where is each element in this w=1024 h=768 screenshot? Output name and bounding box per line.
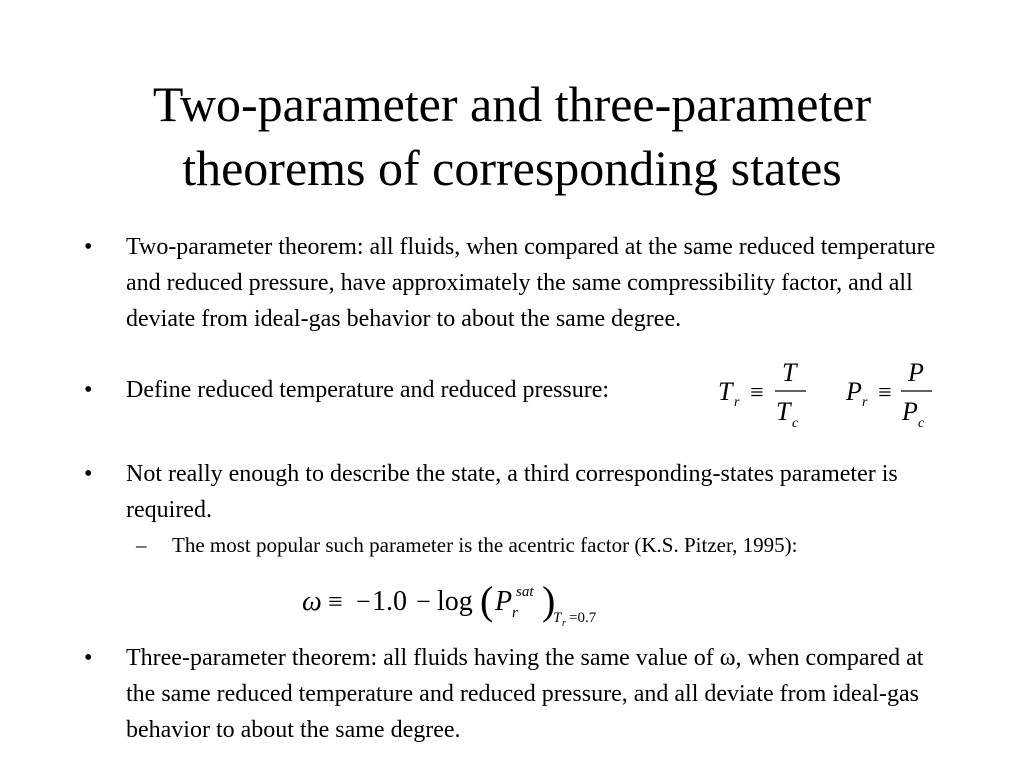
bullet-two-parameter-theorem bbox=[84, 229, 944, 337]
eq-tr-den: T bbox=[776, 397, 791, 426]
bullet-text: Define reduced temperature and reduced pressure: bbox=[126, 377, 610, 403]
eq-omega-minus-1: − bbox=[356, 587, 371, 616]
eq-omega-cond-rest: =0.7 bbox=[569, 610, 597, 626]
bullet-marker: • bbox=[84, 461, 93, 487]
eq-omega-p-sup: sat bbox=[516, 584, 534, 600]
eq-pr-den-sub: c bbox=[918, 416, 925, 431]
eq-tr-num: T bbox=[782, 358, 797, 387]
eq-tr-op: ≡ bbox=[750, 380, 764, 406]
eq-omega-p: P bbox=[495, 586, 513, 617]
sub-bullet-text: The most popular such parameter is the acentric factor (K.S. Pitzer, 1995): bbox=[172, 533, 798, 557]
equation-acentric-factor bbox=[296, 570, 626, 635]
eq-omega-minus-2: − bbox=[416, 587, 431, 616]
equation-pr-svg bbox=[842, 352, 942, 434]
eq-omega-cond-t: T bbox=[553, 610, 562, 626]
eq-omega-lparen: ( bbox=[480, 578, 494, 623]
sub-bullet-acentric-factor bbox=[136, 530, 956, 560]
eq-pr-den: P bbox=[902, 397, 918, 426]
bullet-third-parameter bbox=[84, 456, 944, 528]
bullet-three-parameter-theorem bbox=[84, 640, 944, 748]
eq-pr-num: P bbox=[908, 358, 924, 387]
eq-pr-op: ≡ bbox=[878, 380, 892, 406]
bullet-text: Two-parameter theorem: all fluids, when compared at the same reduced temperature and reduced pressure, have approximately the same compressibility factor, and all deviate from ideal-gas behavior to about the same degree. bbox=[126, 234, 936, 332]
equation-reduced-temperature bbox=[712, 352, 822, 439]
title-line-2: theorems of corresponding states bbox=[182, 140, 842, 196]
eq-omega-rparen: ) bbox=[542, 578, 556, 623]
eq-omega-op: ≡ bbox=[328, 587, 343, 616]
bullet-text: Three-parameter theorem: all fluids having the same value of ω, when compared at the same reduced temperature and reduced pressure, and all deviate from ideal-gas behavior to about the same degree. bbox=[126, 645, 924, 743]
eq-tr-den-sub: c bbox=[792, 416, 799, 431]
eq-omega-log: log bbox=[437, 586, 473, 617]
eq-tr-lhs-sub: r bbox=[734, 395, 740, 410]
equation-omega-svg bbox=[296, 570, 626, 630]
eq-pr-lhs: P bbox=[846, 377, 862, 406]
title-line-1: Two-parameter and three-parameter bbox=[152, 76, 872, 132]
sub-bullet-marker: – bbox=[136, 533, 147, 557]
equation-reduced-pressure bbox=[842, 352, 942, 439]
eq-omega-symbol: ω bbox=[302, 586, 322, 617]
slide-title bbox=[60, 72, 964, 200]
bullet-marker: • bbox=[84, 377, 93, 403]
eq-omega-p-sub: r bbox=[512, 605, 518, 621]
bullet-text: Not really enough to describe the state, a third corresponding-states parameter is required. bbox=[126, 461, 898, 523]
eq-pr-lhs-sub: r bbox=[862, 395, 868, 410]
eq-tr-lhs: T bbox=[718, 377, 733, 406]
equation-tr-svg bbox=[712, 352, 822, 434]
eq-omega-cond-sub: r bbox=[562, 618, 566, 629]
bullet-marker: • bbox=[84, 234, 93, 260]
bullet-marker: • bbox=[84, 645, 93, 671]
eq-omega-value: 1.0 bbox=[372, 586, 407, 617]
